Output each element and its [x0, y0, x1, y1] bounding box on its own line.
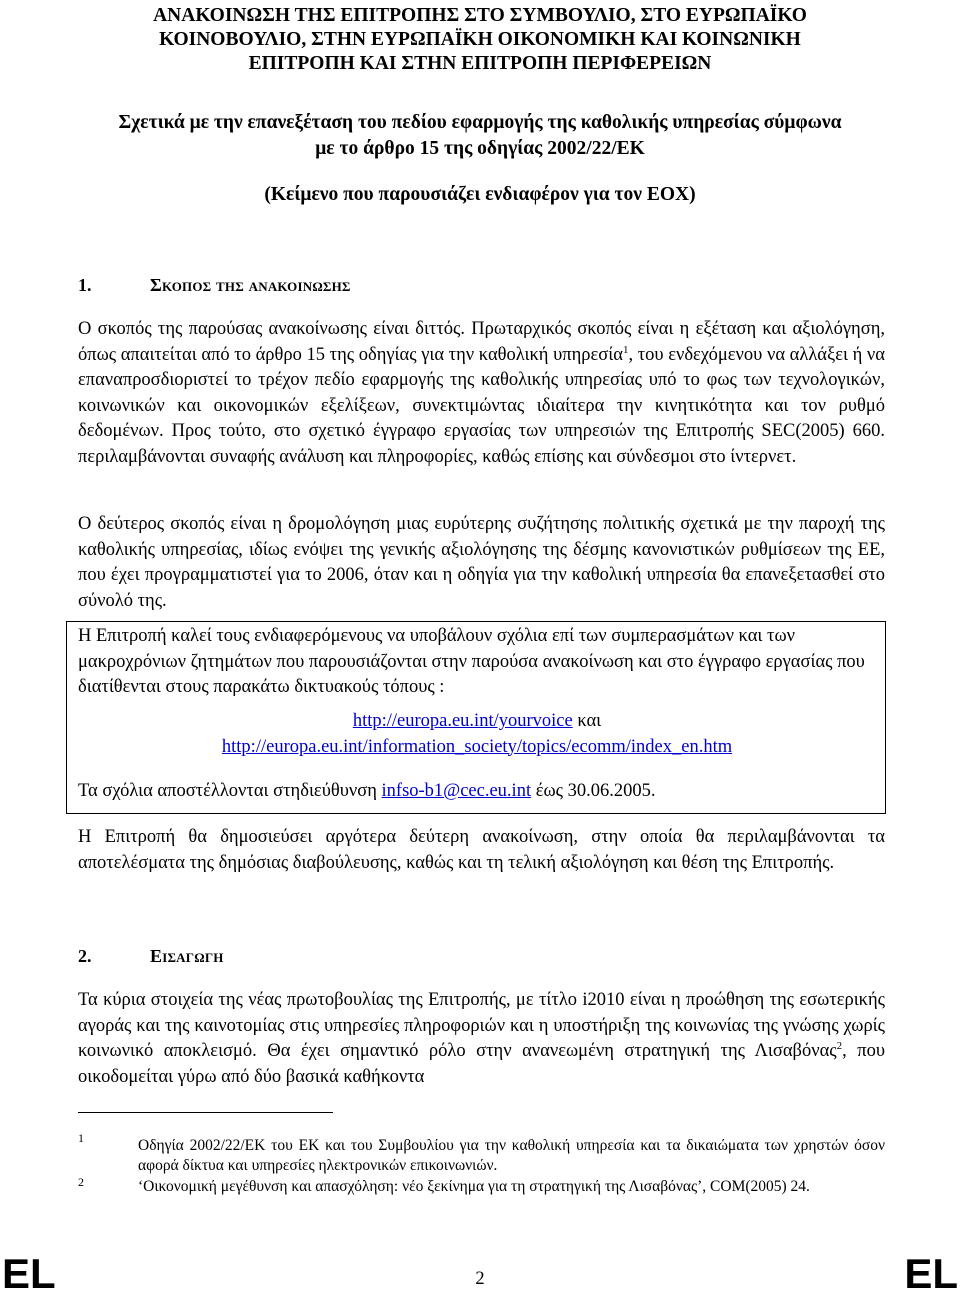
section-2-title: Εισαγωγη [150, 946, 224, 966]
section-1-heading [78, 273, 878, 297]
section-1-paragraph-3: Η Επιτροπή θα δημοσιεύσει αργότερα δεύτερη ανακοίνωση, στην οποία θα περιλαμβάνονται τα αποτελέσματα της δημόσιας διαβούλευσης, καθώς και τη τελική αξιολόγηση και θέση της Επιτροπής. [78, 827, 885, 873]
yourvoice-link[interactable]: http://europa.eu.int/yourvoice [352, 711, 573, 731]
s2p1-text-a: Τα κύρια στοιχεία της νέας πρωτοβουλίας της Επιτροπής, με τίτλο i2010 είναι η προώθηση της εσωτερικής αγοράς και της καινοτομίας στις υπηρεσίες πληροφοριών και η υποστήριξη της κοινωνίας της γνώσης χωρίς κοινωνικό αποκλεισμό. Θα έχει σημαντικό ρόλο στην ανανεωμένη στρατηγική της Λισαβόνας [78, 990, 885, 1062]
section-1-title: Σκοπος της ανακοινωσης [150, 275, 351, 295]
footnote-ref-2[interactable]: 2 [836, 1040, 843, 1053]
email-link[interactable]: infso-b1@cec.eu.int [381, 781, 532, 801]
section-2-heading [78, 944, 878, 968]
consultation-intro: Η Επιτροπή καλεί τους ενδιαφερόμενους να υποβάλουν σχόλια επί των συμπερασμάτων και των μακροχρόνιων ζητημάτων που παρουσιάζονται στην παρούσα ανακοίνωση και στο έγγραφο εργασίας που διατίθενται στους παρακάτω δικτυακούς τόπους : [78, 626, 865, 697]
comments-deadline [78, 779, 874, 805]
document-title [60, 4, 900, 76]
consultation-links [67, 709, 887, 760]
send-text-b: έως 30.06.2005. [531, 781, 656, 801]
section-1-paragraph-2: Ο δεύτερος σκοπός είναι η δρομολόγηση μιας ευρύτερης συζήτησης πολιτικής σχετικά με την παροχή της καθολικής υπηρεσίας, ιδίως ενόψει της γενικής αξιολόγησης της δέσμης κανονιστικών ρυθμίσεων της ΕΕ, που έχει προγραμματιστεί για το 2006, όταν και η οδηγία για την καθολική υπηρεσία θα επανεξετασθεί στο σύνολό της. [78, 514, 885, 611]
s1p1-text-b: , του ενδεχόμενου να αλλάξει ή να επαναπροσδιοριστεί το τρέχον πεδίο εφαρμογής της καθολικής υπηρεσίας υπό το φως των τεχνολογικών, κοινωνικών και οικονομικών εξελίξεων, συνεκτιμώντας ιδιαίτερα την κινητικότητα και τον ρυθμό δεδομένων. Προς τούτο, στο σχετικό έγγραφο εργασίας των υπηρεσιών της Επιτροπής SEC(2005) 660. περιλαμβάνονται συναφής ανάλυση και πληροφορίες, καθώς επίσης και σύνδεσμοι στο ίντερνετ. [78, 344, 885, 467]
subject-line-1: Σχετικά με την επανεξέταση του πεδίου εφαρμογής της καθολικής υπηρεσίας σύμφωνα [118, 112, 842, 133]
page-number: 2 [475, 1269, 485, 1289]
footnote-ref-1[interactable]: 1 [622, 343, 629, 356]
s1p1-text-a: Ο σκοπός της παρούσας ανακοίνωσης είναι διττός. Πρωταρχικός σκοπός είναι η εξέταση και αξιολόγηση, όπως απαιτείται από το άρθρο 15 της οδηγίας για την καθολική υπηρεσία [78, 319, 885, 365]
title-line-1: ΑΝΑΚΟΙΝΩΣΗ ΤΗΣ ΕΠΙΤΡΟΠΗΣ ΣΤΟ ΣΥΜΒΟΥΛΙΟ, ΣΤΟ ΕΥΡΩΠΑΪΚΟ [153, 5, 807, 26]
title-line-2: ΚΟΙΝΟΒΟΥΛΙΟ, ΣΤΗΝ ΕΥΡΩΠΑΪΚΗ ΟΙΚΟΝΟΜΙΚΗ ΚΑΙ ΚΟΙΝΩΝΙΚΗ [159, 29, 801, 50]
subject-line-2: με το άρθρο 15 της οδηγίας 2002/22/ΕΚ [315, 138, 645, 159]
section-1-number: 1. [78, 275, 92, 295]
s2p1-text-b: , που οικοδομείται γύρω από δύο βασικά καθήκοντα [78, 1041, 885, 1087]
section-1-paragraph-1 [78, 317, 885, 471]
footnote-1-number: 1 [78, 1131, 84, 1145]
footnote-2-text: ‘Οικονομική μεγέθυνση και απασχόληση: νέο ξεκίνημα για τη στρατηγική της Λισαβόνας’, COM(2005) 24. [138, 1178, 810, 1195]
title-line-3: ΕΠΙΤΡΟΠΗ ΚΑΙ ΣΤΗΝ ΕΠΙΤΡΟΠΗ ΠΕΡΙΦΕΡΕΙΩΝ [248, 53, 712, 74]
footnote-1-text: Οδηγία 2002/22/ΕΚ του ΕΚ και του Συμβουλίου για την καθολική υπηρεσία και τα δικαιώματα των χρηστών όσον αφορά δίκτυα και υπηρεσίες ηλεκτρονικών επικοινωνιών. [138, 1137, 885, 1174]
footer-language-left: EL [2, 1250, 56, 1297]
send-text-a: Τα σχόλια αποστέλλονται στηδιεύθυνση [78, 781, 382, 801]
footnote-separator [78, 1112, 333, 1113]
footnote-2-number: 2 [78, 1175, 84, 1189]
consultation-box [66, 621, 886, 814]
section-2-number: 2. [78, 946, 92, 966]
section-2-paragraph-1 [78, 988, 885, 1090]
footer-language-right: EL [904, 1250, 958, 1297]
links-and: και [572, 711, 602, 731]
document-subject [60, 110, 900, 162]
ecomm-link[interactable]: http://europa.eu.int/information_society/topics/ecomm/index_en.htm [221, 736, 733, 757]
eea-relevance-note: (Κείμενο που παρουσιάζει ενδιαφέρον για τον ΕΟΧ) [264, 184, 696, 205]
